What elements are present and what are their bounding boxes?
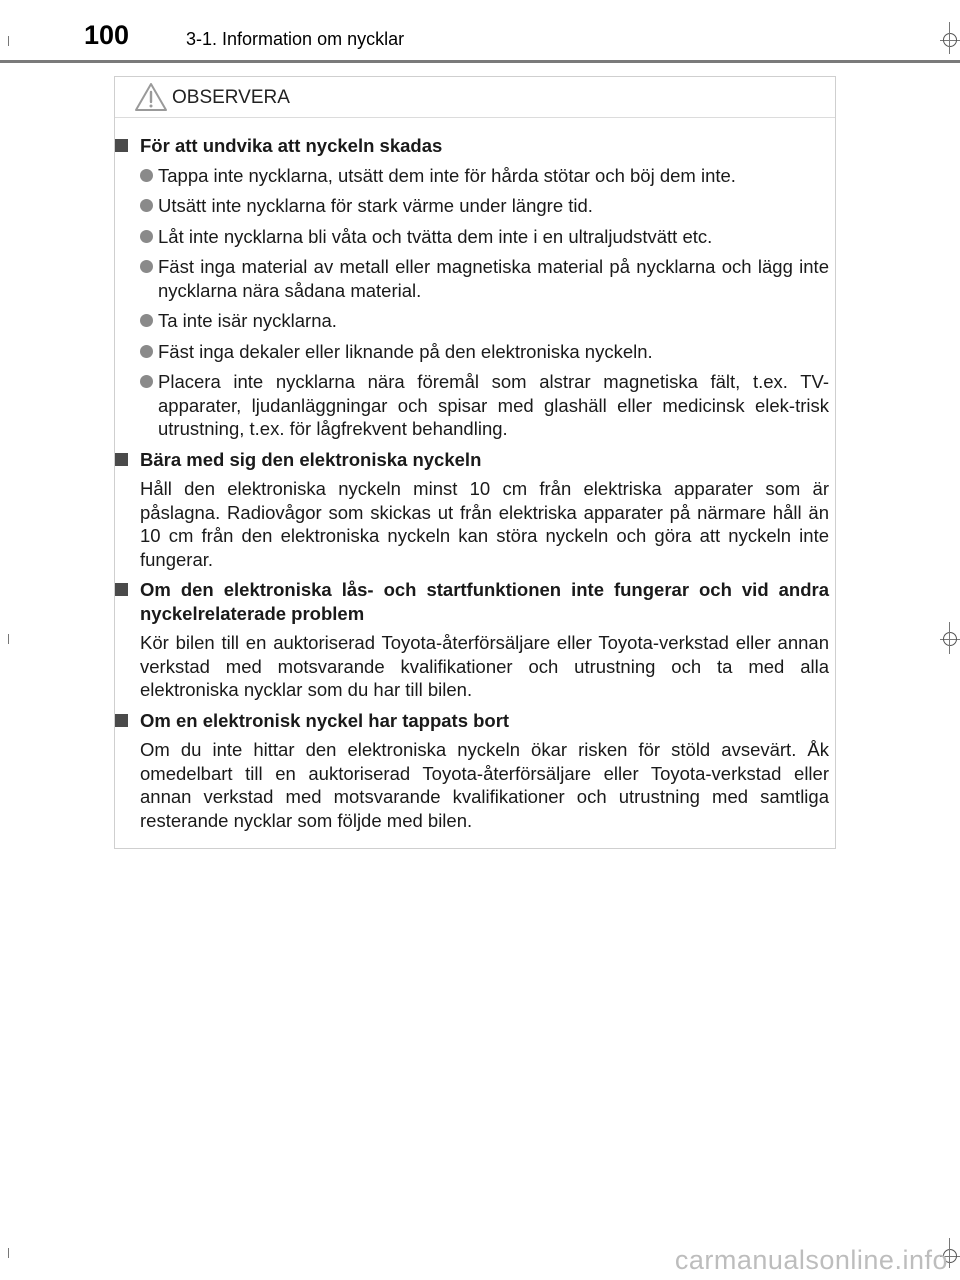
caution-title: OBSERVERA xyxy=(172,87,290,108)
crop-mark xyxy=(8,634,9,644)
round-bullet-icon xyxy=(140,169,153,182)
section-paragraph: Kör bilen till en auktoriserad Toyota-återförsäljare eller Toyota-verkstad eller annan verkstad med motsvarande kvalifikationer och utrustning och ta med alla elektroniska nycklar som du har till bilen. xyxy=(140,632,829,700)
section-heading: Om en elektronisk nyckel har tappats bort xyxy=(115,709,829,733)
list-item: Ta inte isär nycklarna. xyxy=(115,309,829,333)
list-item: Fäst inga material av metall eller magnetiska material på nycklarna och lägg inte nycklarna nära sådana material. xyxy=(115,255,829,302)
square-bullet-icon xyxy=(115,583,128,596)
square-bullet-icon xyxy=(115,139,128,152)
round-bullet-icon xyxy=(140,345,153,358)
crop-mark xyxy=(949,622,950,654)
warning-triangle-icon xyxy=(134,82,168,112)
list-item: Placera inte nycklarna nära föremål som alstrar magnetiska fält, t.ex. TV-apparater, ljudanläggningar och spisar med glashäll eller medicinsk elek-trisk utrustning, t.ex. för lågfrekvent behandling. xyxy=(115,370,829,441)
round-bullet-icon xyxy=(140,199,153,212)
list-item: Utsätt inte nycklarna för stark värme under längre tid. xyxy=(115,194,829,218)
crop-mark-circle xyxy=(943,33,957,47)
round-bullet-icon xyxy=(140,375,153,388)
crop-mark-circle xyxy=(943,632,957,646)
header-rule xyxy=(0,60,960,63)
list-item: Låt inte nycklarna bli våta och tvätta dem inte i en ultraljudstvätt etc. xyxy=(115,225,829,249)
crop-mark xyxy=(949,1238,950,1268)
caution-header xyxy=(115,77,835,118)
list-item: Tappa inte nycklarna, utsätt dem inte för hårda stötar och böj dem inte. xyxy=(115,164,829,188)
crop-mark xyxy=(8,36,9,46)
section-heading: Om den elektroniska lås- och startfunktionen inte fungerar och vid andra nyckelrelaterade problem xyxy=(115,578,829,625)
chapter-title: 3-1. Information om nycklar xyxy=(186,29,405,49)
section-paragraph: Om du inte hittar den elektroniska nyckeln ökar risken för stöld avsevärt. Åk omedelbart till en auktoriserad Toyota-återförsäljare eller Toyota-verkstad eller annan verkstad med motsvarande kvalifikationer och utrustning med samtliga resterande nycklar som följde med bilen. xyxy=(140,739,829,831)
caution-box xyxy=(114,76,836,849)
square-bullet-icon xyxy=(115,714,128,727)
watermark: carmanualsonline.info xyxy=(674,1245,948,1275)
caution-body xyxy=(115,134,829,839)
round-bullet-icon xyxy=(140,314,153,327)
square-bullet-icon xyxy=(115,453,128,466)
crop-mark xyxy=(8,1248,9,1258)
section-paragraph: Håll den elektroniska nyckeln minst 10 cm från elektriska apparater som är påslagna. Radiovågor som skickas ut från elektriska apparater på närmare håll än 10 cm från den elektroniska nyckeln kan störa nyckeln och göra att nyckeln inte fungerar. xyxy=(140,478,829,570)
round-bullet-icon xyxy=(140,260,153,273)
crop-mark xyxy=(949,22,950,54)
page-number: 100 xyxy=(84,20,130,50)
round-bullet-icon xyxy=(140,230,153,243)
section-heading: För att undvika att nyckeln skadas xyxy=(115,134,829,158)
list-item: Fäst inga dekaler eller liknande på den elektroniska nyckeln. xyxy=(115,340,829,364)
section-heading: Bära med sig den elektroniska nyckeln xyxy=(115,448,829,472)
